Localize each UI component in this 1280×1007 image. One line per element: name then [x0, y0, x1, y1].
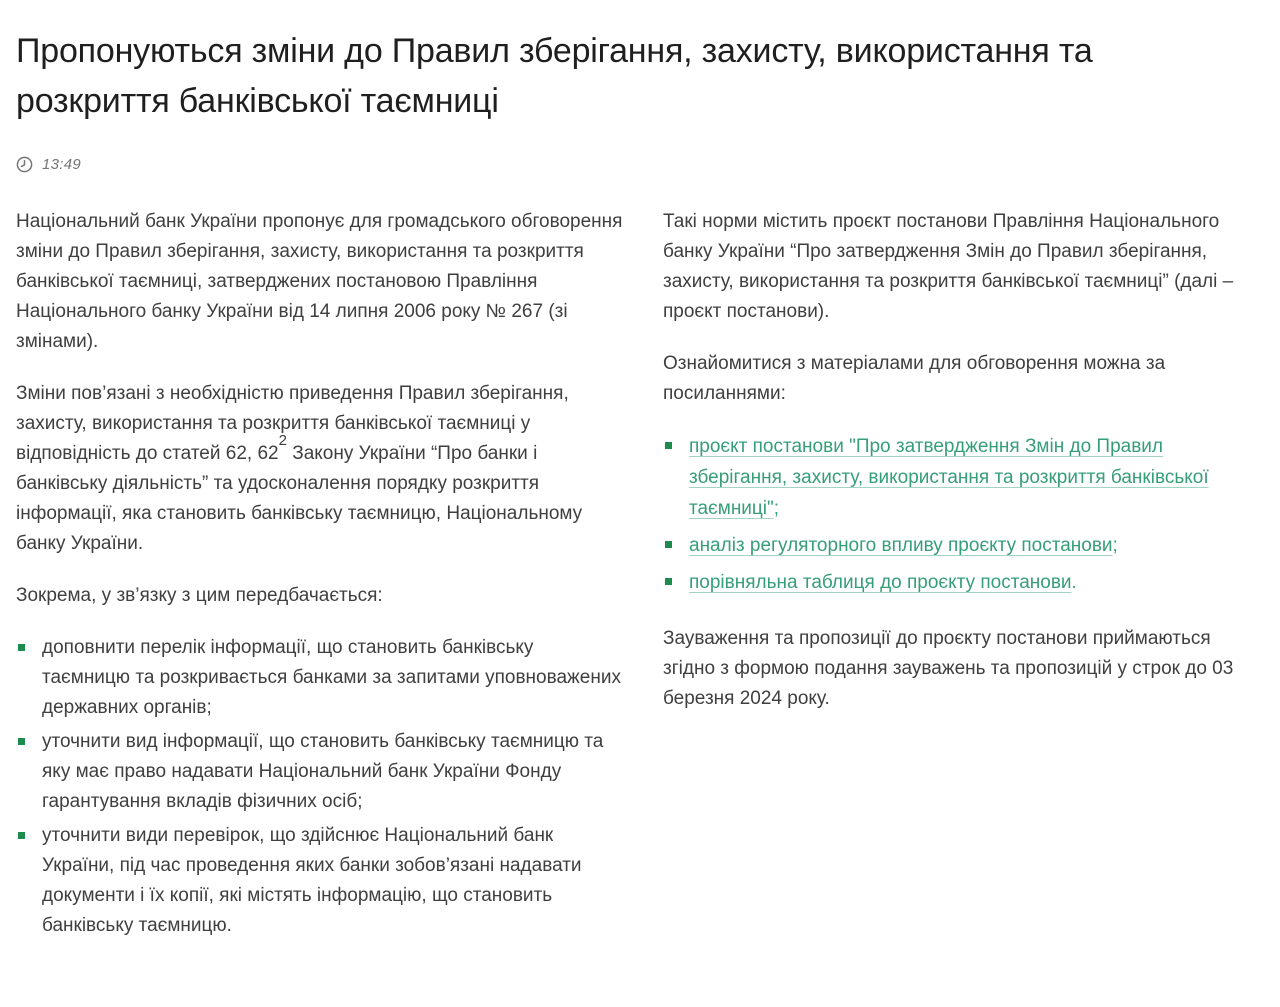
right-column	[663, 207, 1264, 714]
link-suffix: ;	[773, 498, 780, 519]
materials-links-list	[663, 431, 1264, 598]
superscript-article-number: 2	[278, 431, 287, 449]
paragraph-draft-resolution: Такі норми містить проєкт постанови Правління Національного банку України “Про затвердження Змін до Правил зберігання, захисту, використання та розкриття банківської таємниці” (далі – проєкт постанови).	[663, 211, 1234, 322]
paragraph-changes	[16, 379, 624, 559]
paragraph-changes-after: Закону України “Про банки і банківську діяльність” та удосконалення порядку розкриття інформації, яка становить банківську таємницю, Національному банку України.	[16, 443, 583, 554]
draft-resolution-link[interactable]: проєкт постанови "Про затвердження Змін до Правил зберігання, захисту, використання та розкриття банківської таємниці"	[689, 436, 1209, 519]
list-item: уточнити вид інформації, що становить банківську таємницю та яку має право надавати Національний банк України Фонду гарантування вкладів фізичних осіб;	[16, 727, 624, 817]
list-item: доповнити перелік інформації, що становить банківську таємницю та розкривається банками за запитами уповноважених державних органів;	[16, 633, 624, 723]
clock-icon	[16, 156, 33, 173]
list-item	[663, 530, 1264, 561]
paragraph-lead-in: Зокрема, у зв’язку з цим передбачається:	[16, 585, 383, 606]
article-body	[16, 207, 1264, 967]
page-title: Пропонуються зміни до Правил зберігання, захисту, використання та розкриття банківської таємниці	[16, 32, 1093, 120]
publish-time: 13:49	[42, 156, 82, 173]
article-meta	[16, 156, 1264, 173]
paragraph-changes-before: Зміни пов’язані з необхідністю приведення Правил зберігання, захисту, використання та розкриття банківської таємниці у відповідність до статей 62, 62	[16, 383, 569, 464]
comparison-table-link[interactable]: порівняльна таблиця до проєкту постанови	[689, 572, 1072, 593]
link-suffix: ;	[1112, 535, 1118, 556]
paragraph-intro: Національний банк України пропонує для громадського обговорення зміни до Правил зберігання, захисту, використання та розкриття банківської таємниці, затверджених постановою Правління Національного банку України від 14 липня 2006 року № 267 (зі змінами).	[16, 211, 623, 352]
list-item	[663, 567, 1264, 598]
list-item: уточнити види перевірок, що здійснює Національний банк України, під час проведення яких банки зобов’язані надавати документи і їх копії, які містять інформацію, що становить банківську таємницю.	[16, 821, 624, 941]
paragraph-deadline: Зауваження та пропозиції до проєкту постанови приймаються згідно з формою подання зауважень та пропозицій у строк до 03 березня 2024 року.	[663, 628, 1234, 709]
link-suffix: .	[1071, 572, 1077, 593]
paragraph-materials-lead-in: Ознайомитися з матеріалами для обговорення можна за посиланнями:	[663, 353, 1166, 404]
provisions-list	[16, 633, 624, 941]
list-item	[663, 431, 1264, 524]
left-column	[16, 207, 624, 967]
regulatory-impact-link[interactable]: аналіз регуляторного впливу проєкту постанови	[689, 535, 1113, 556]
